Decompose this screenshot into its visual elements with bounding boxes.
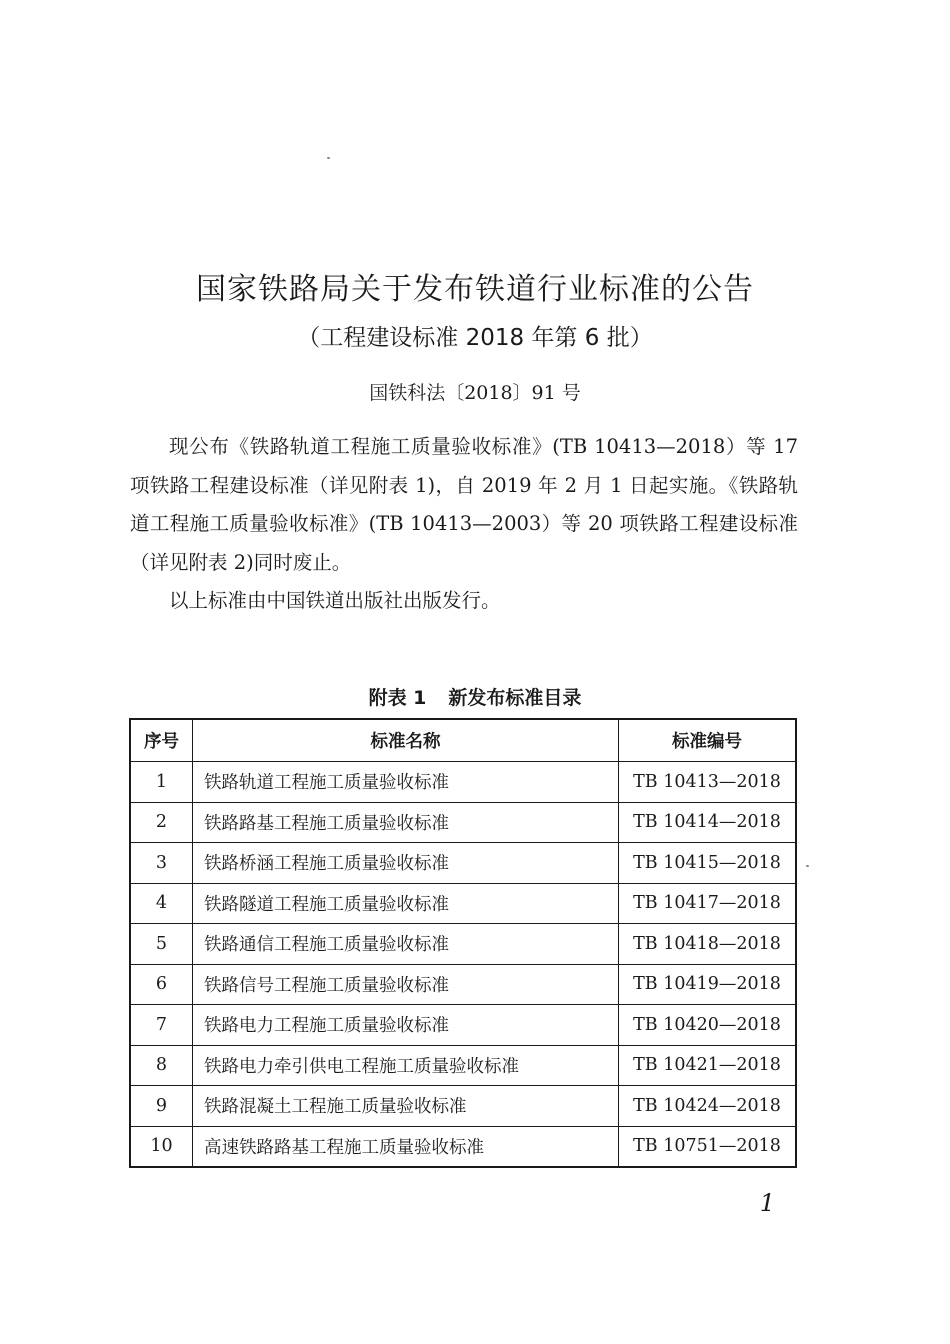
- header-name: 标准名称: [193, 719, 619, 762]
- header-num: 序号: [130, 719, 193, 762]
- row-code: TB 10424—2018: [619, 1086, 797, 1127]
- row-name: 铁路电力工程施工质量验收标准: [193, 1005, 619, 1046]
- row-name: 铁路信号工程施工质量验收标准: [193, 964, 619, 1005]
- row-name: 铁路电力牵引供电工程施工质量验收标准: [193, 1045, 619, 1086]
- row-name: 铁路路基工程施工质量验收标准: [193, 802, 619, 843]
- announcement-subtitle: （工程建设标准 2018 年第 6 批）: [297, 325, 653, 351]
- scan-speck: [806, 865, 809, 867]
- paragraph: 以上标准由中国铁道出版社出版发行。: [169, 589, 501, 612]
- row-num: 10: [130, 1126, 193, 1167]
- announcement-title: 国家铁路局关于发布铁道行业标准的公告: [196, 272, 754, 307]
- page-number: 1: [759, 1189, 775, 1217]
- announcement-body: [130, 428, 798, 621]
- row-code: TB 10751—2018: [619, 1126, 797, 1167]
- row-num: 8: [130, 1045, 193, 1086]
- row-name: 铁路轨道工程施工质量验收标准: [193, 762, 619, 803]
- row-name: 铁路混凝土工程施工质量验收标准: [193, 1086, 619, 1127]
- row-num: 4: [130, 883, 193, 924]
- row-code: TB 10413—2018: [619, 762, 797, 803]
- row-name: 高速铁路路基工程施工质量验收标准: [193, 1126, 619, 1167]
- row-num: 3: [130, 843, 193, 884]
- table-row: [130, 1045, 796, 1086]
- standards-table: [129, 718, 797, 1168]
- row-num: 1: [130, 762, 193, 803]
- paragraph: 现公布《铁路轨道工程施工质量验收标准》(TB 10413—2018）等 17 项铁路工程建设标准（详见附表 1)，自 2019 年 2 月 1 日起实施。《铁路轨道工程施工质量验收标准》(TB 10413—2003）等 20 项铁路工程建设标准（详见附表 2)同时废止。: [130, 435, 798, 574]
- table-caption-title: 新发布标准目录: [448, 687, 582, 709]
- document-number: 国铁科法〔2018〕91 号: [369, 382, 581, 404]
- row-code: TB 10421—2018: [619, 1045, 797, 1086]
- table-caption: [0, 682, 950, 714]
- row-code: TB 10420—2018: [619, 1005, 797, 1046]
- table-row: [130, 1126, 796, 1167]
- header-code: 标准编号: [619, 719, 797, 762]
- row-num: 7: [130, 1005, 193, 1046]
- row-name: 铁路隧道工程施工质量验收标准: [193, 883, 619, 924]
- table-row: [130, 762, 796, 803]
- scan-speck: [327, 157, 330, 159]
- row-num: 9: [130, 1086, 193, 1127]
- row-code: TB 10414—2018: [619, 802, 797, 843]
- table-row: [130, 843, 796, 884]
- row-num: 2: [130, 802, 193, 843]
- table-row: [130, 802, 796, 843]
- row-code: TB 10418—2018: [619, 924, 797, 965]
- row-name: 铁路通信工程施工质量验收标准: [193, 924, 619, 965]
- table-row: [130, 924, 796, 965]
- table-row: [130, 964, 796, 1005]
- row-code: TB 10417—2018: [619, 883, 797, 924]
- table-row: [130, 1086, 796, 1127]
- table-row: [130, 883, 796, 924]
- table-header-row: [130, 719, 796, 762]
- row-name: 铁路桥涵工程施工质量验收标准: [193, 843, 619, 884]
- table-caption-label: 附表 1: [368, 687, 427, 709]
- row-code: TB 10419—2018: [619, 964, 797, 1005]
- row-code: TB 10415—2018: [619, 843, 797, 884]
- row-num: 5: [130, 924, 193, 965]
- row-num: 6: [130, 964, 193, 1005]
- table-row: [130, 1005, 796, 1046]
